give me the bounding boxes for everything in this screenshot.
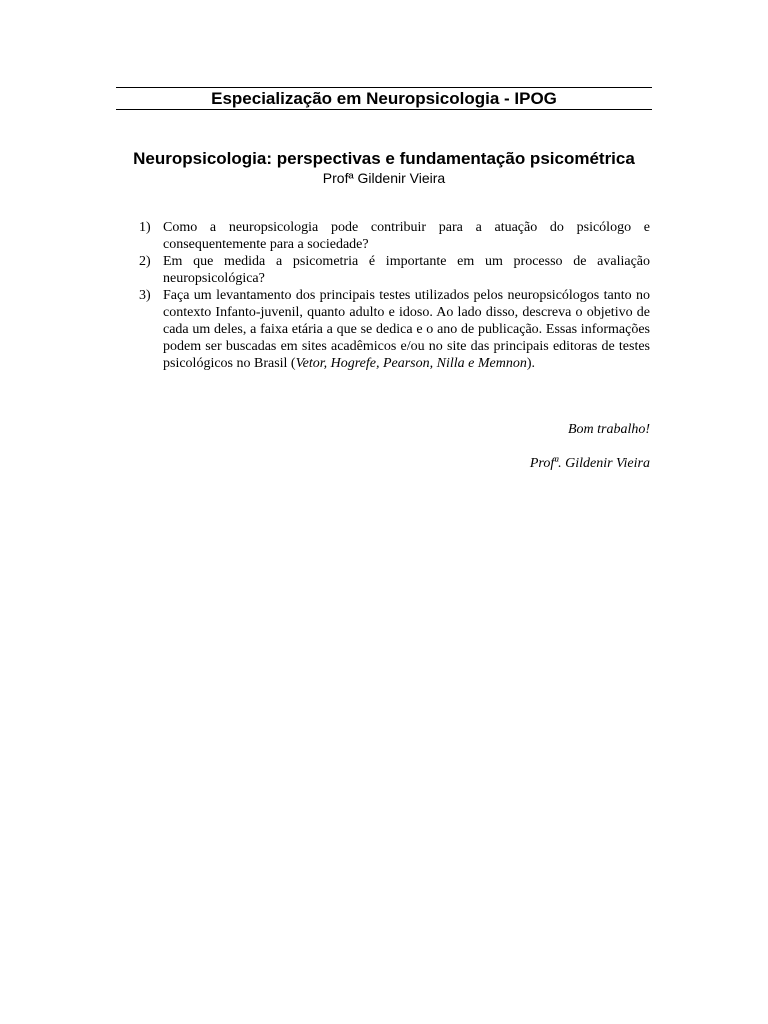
question-text: Em que medida a psicometria é importante em um processo de avaliação neuropsicológica? <box>163 254 650 286</box>
closing-greeting: Bom trabalho! <box>567 422 650 437</box>
question-item <box>136 219 650 253</box>
question-item <box>136 287 650 372</box>
document-title: Neuropsicologia: perspectivas e fundamentação psicométrica <box>133 149 635 168</box>
question-text-end: ). <box>526 356 536 371</box>
question-text-intro: Faça um levantamento dos principais testes utilizados pelos neuropsicólogos tanto no contexto Infanto-juvenil, quanto adulto e idoso. Ao lado disso, descreva o objetivo de cada um deles, a faixa etária a que se dedica e o ano de publicação. Essas informações podem ser buscadas em sites acadêmicos e/ou no site das principais editoras de testes psicológicos no Brasil ( <box>163 288 650 371</box>
header-bottom-rule <box>116 109 652 110</box>
publisher-list: Vetor, Hogrefe, Pearson, Nilla e Memnon <box>295 356 527 371</box>
question-list <box>136 219 650 372</box>
question-text <box>163 288 650 371</box>
question-number: 3) <box>139 288 151 303</box>
closing-signature: Profª. Gildenir Vieira <box>529 456 650 471</box>
header-title: Especialização em Neuropsicologia - IPOG <box>211 89 557 108</box>
question-item <box>136 253 650 287</box>
question-text: Como a neuropsicologia pode contribuir para a atuação do psicólogo e consequentemente para a sociedade? <box>163 220 650 252</box>
document-author: Profª Gildenir Vieira <box>322 170 446 186</box>
question-number: 1) <box>139 220 151 235</box>
question-number: 2) <box>139 254 151 269</box>
